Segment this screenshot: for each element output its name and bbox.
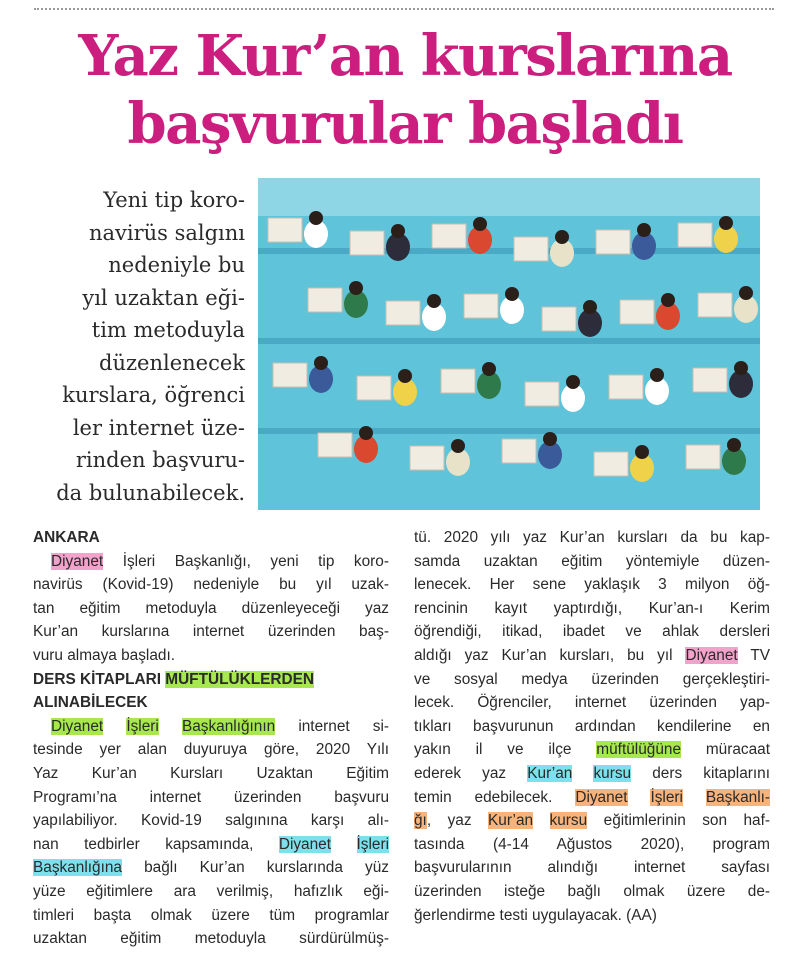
top-dotted-rule [34,8,774,10]
photo-desk [386,301,420,325]
photo-carpet-band-2 [258,248,760,254]
lead-line-9: rinden başvuru- [75,448,245,472]
lead-paragraph [40,184,245,509]
highlight-gi: ğı [414,812,427,830]
highlight-diyanet: Diyanet [278,835,332,853]
photo-desk [357,376,391,400]
lead-line-7: kurslara, öğrenci [62,383,245,407]
p2-line-5: yapılabiliyor. Kovid-19 salgınına karşı alı- [33,812,389,830]
photo-desk [502,439,536,463]
photo-student-head [482,362,496,376]
highlight-muftuluklerden: MÜFTÜLÜKLERDEN [165,670,315,688]
dateline: ANKARA [33,529,100,546]
p3-line-2: samda uzaktan eğitim yöntemiyle düzen- [414,552,770,570]
highlight-isleri: İşleri [356,835,389,853]
highlight-diyanet: Diyanet [51,717,104,735]
article-column-right [414,526,770,927]
highlight-kursu: kursu [549,812,588,830]
photo-desk [596,230,630,254]
lead-line-1: Yeni tip koro- [103,188,245,212]
p3-line-12: temin edebilecek. Diyanet İşleri Başkanlı- [414,788,771,806]
photo-carpet-band-1 [258,178,760,216]
highlight-diyanet: Diyanet [51,552,104,570]
photo-student-head [314,356,328,370]
p3-line-4: rencinin kayıt yaptırdığı, Kur’an-ı Kerim [414,599,770,617]
photo-student-head [650,368,664,382]
p3-line-5: öğrendiği, itikad, ibadet ve ahlak dersleri [414,623,770,641]
highlight-baskanli: Başkanlı- [705,788,771,806]
photo-desk [594,452,628,476]
lead-line-5: tim metoduyla [91,318,245,342]
photo-desk [350,231,384,255]
p2-line-6: nan tedbirler kapsamında, Diyanet İşleri [33,835,389,853]
p2-line-9: timleri başta olmak üzere tüm programlar [33,906,389,924]
photo-student-head [739,286,753,300]
p2-line-2: tesinde yer alan duyuruya göre, 2020 Yılı [33,741,389,759]
photo-desk [441,369,475,393]
photo-student-head [566,375,580,389]
p3-line-3: lenecek. Her sene yaklaşık 3 milyon öğ- [414,576,770,594]
photo-student-head [359,426,373,440]
highlight-kursu: kursu [593,764,632,782]
photo-desk [686,445,720,469]
p2-line-3: Yaz Kur’an Kursları Uzaktan Eğitim [33,764,389,782]
p2-line-4: Programı’na internet üzerinden başvuru [33,788,389,806]
photo-student-head [555,230,569,244]
highlight-baskanligina: Başkanlığına [33,859,122,877]
p1-line-4: Kur’an kurslarına internet üzerinden baş- [33,623,389,641]
p3-line-17: ğerlendirme testi uygulayacak. (AA) [414,906,657,924]
photo-carpet-band-3 [258,338,760,344]
photo-desk [693,368,727,392]
photo-student-head [727,438,741,452]
highlight-isleri: İşleri [650,788,683,806]
p3-line-10: yakın il ve ilçe müftülüğüne müracaat [414,741,770,759]
lead-line-10: da bulunabilecek. [56,480,245,505]
highlight-diyanet: Diyanet [575,788,628,806]
photo-desk [273,363,307,387]
p2-line-10: uzaktan eğitim metoduyla sürdürülmüş- [33,930,389,948]
p3-line-16: üzerinden isteğe bağlı olmak üzere de- [414,882,770,900]
p1-line-1: Diyanet İşleri Başkanlığı, yeni tip koro- [51,552,389,570]
photo-illustration [258,178,760,510]
p2-line-7: Başkanlığına bağlı Kur’an kurslarında yüz [33,859,389,877]
photo-student-head [637,223,651,237]
photo-desk [542,307,576,331]
photo-desk [464,294,498,318]
photo-student-head [661,293,675,307]
photo-student-head [734,361,748,375]
subhead-line-1: DERS KİTAPLARI MÜFTÜLÜKLERDEN [33,670,315,688]
p3-line-15: başvurularının alındığı internet sayfası [414,859,770,877]
photo-desk [410,446,444,470]
highlight-isleri: İşleri [126,717,159,735]
article-column-left [33,526,389,951]
photo-student-head [543,432,557,446]
photo-student-head [719,216,733,230]
p3-line-11: ederek yaz Kur’an kursu ders kitaplarını [414,764,771,782]
p3-line-9: tıkları başvurunun ardından kendilerine en [414,717,770,735]
photo-desk [432,224,466,248]
highlight-kuran: Kur’an [488,812,534,830]
p3-line-6: aldığı yaz Kur’an kursları, bu yıl Diyanet TV [414,646,770,664]
highlight-muftulugune: müftülüğüne [596,741,682,759]
highlight-kuran: Kur’an [527,764,573,782]
photo-desk [318,433,352,457]
p3-line-7: ve sosyal medya üzerinden gerçekleştiri- [414,670,770,688]
photo-desk [525,382,559,406]
photo-student-head [391,224,405,238]
lead-line-8: ler internet üze- [72,415,245,440]
p3-line-1: tü. 2020 yılı yaz Kur’an kursları da bu kap- [414,529,770,546]
subhead-line-2: ALINABİLECEK [33,694,148,712]
p1-line-3: tan eğitim metoduyla düzenleyeceği yaz [33,599,389,617]
lead-line-6: düzenlenecek [99,350,245,375]
highlight-baskanliginin: Başkanlığının [181,717,276,735]
photo-desk [268,218,302,242]
photo-student-head [398,369,412,383]
photo-desk [308,288,342,312]
photo-student-head [309,211,323,225]
highlight-diyanet: Diyanet [685,646,738,664]
p3-line-14: tasında (4-14 Ağustos 2020), program [414,835,770,853]
photo-student-head [451,439,465,453]
p3-line-13: ğı, yaz Kur’an kursu eğitimlerinin son haf- [414,812,771,830]
p2-line-1: Diyanet İşleri Başkanlığının internet si- [51,717,390,735]
photo-student-head [583,300,597,314]
p2-line-8: yüze eğitimlere ara verilmiş, hafızlık eği- [33,882,389,900]
photo-student-head [505,287,519,301]
photo-student-head [427,294,441,308]
p3-line-8: lecek. Öğrenciler, internet üzerinden yap- [414,694,770,712]
p1-line-2: navirüs (Kovid-19) nedeniyle bu yıl uzak- [33,576,389,594]
photo-student-head [349,281,363,295]
p1-line-5: vuru almaya başladı. [33,646,176,664]
lead-line-4: yıl uzaktan eği- [82,285,245,310]
article-photo [258,178,760,510]
photo-desk [620,300,654,324]
lead-line-2: navirüs salgını [88,220,245,245]
lead-line-3: nedeniyle bu [108,253,245,277]
photo-desk [678,223,712,247]
photo-desk [698,293,732,317]
photo-student-head [635,445,649,459]
headline [30,22,780,158]
headline-line-1: Yaz Kur’an kurslarına [78,23,732,89]
photo-desk [514,237,548,261]
headline-line-2: başvurular başladı [127,91,683,157]
photo-desk [609,375,643,399]
photo-student-head [473,217,487,231]
